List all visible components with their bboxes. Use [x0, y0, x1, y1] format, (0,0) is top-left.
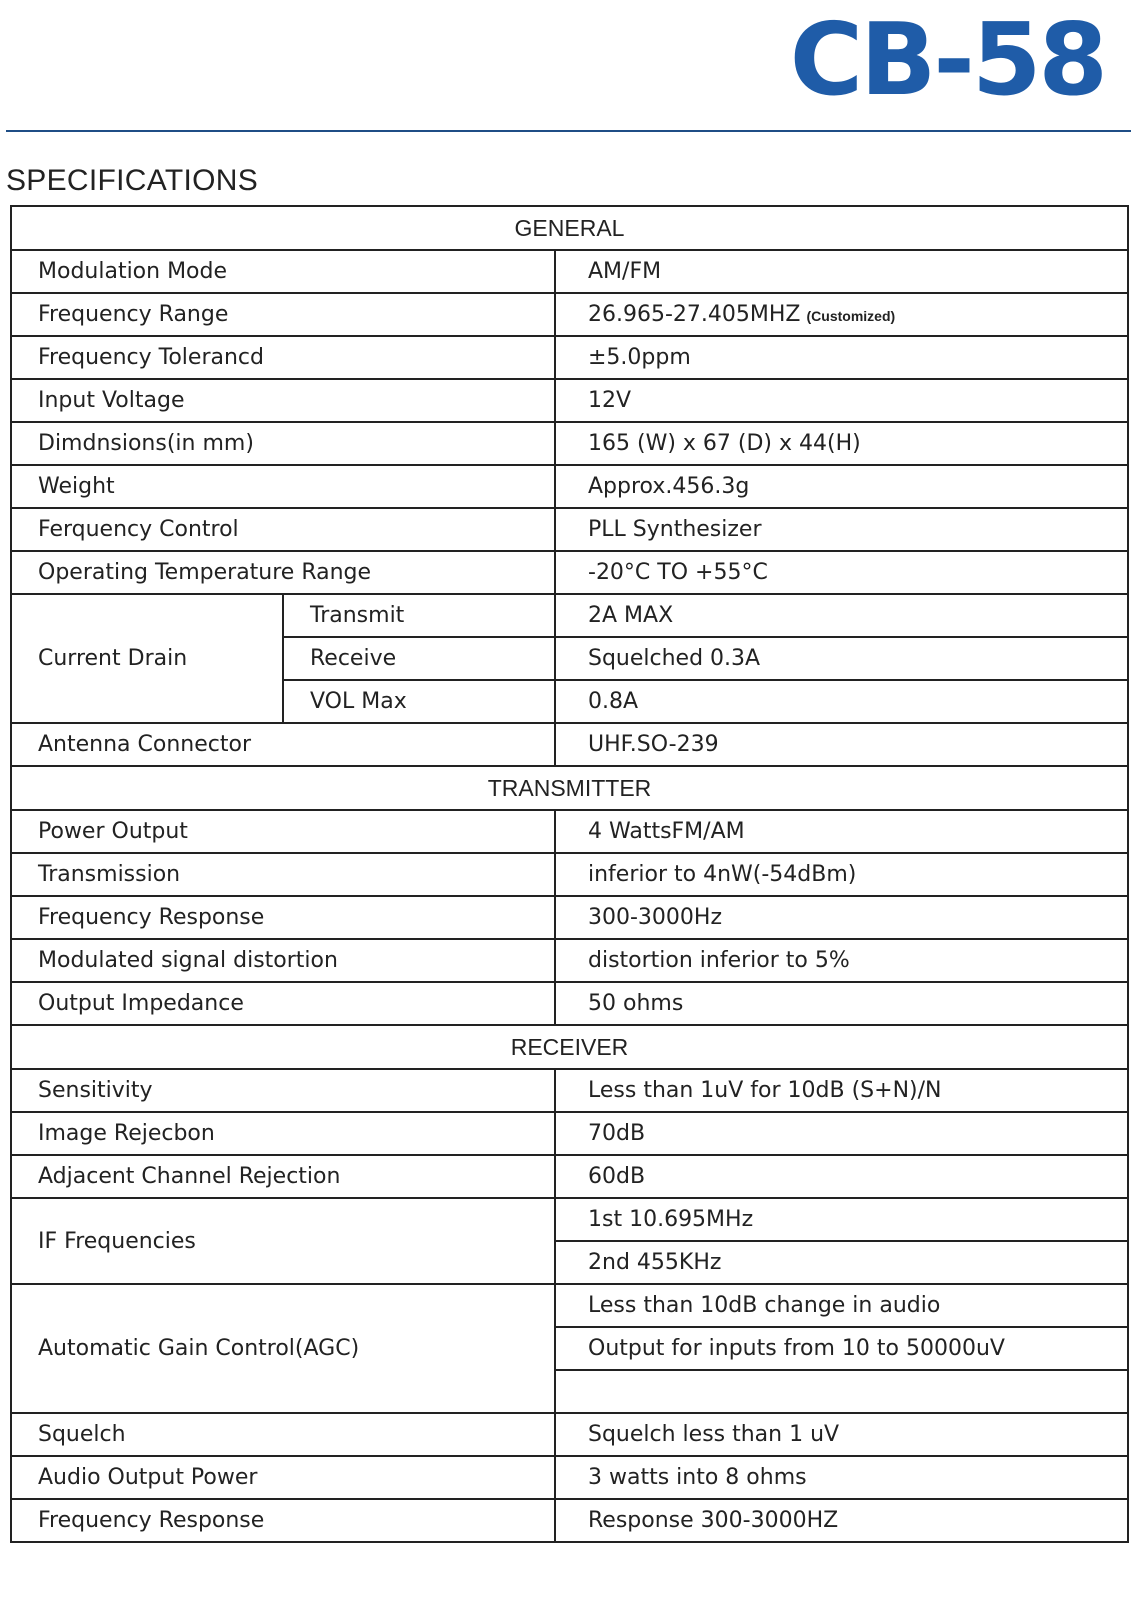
spec-value: 2A MAX: [555, 594, 1128, 637]
spec-sublabel: VOL Max: [283, 680, 555, 723]
spec-label: Frequency Range: [11, 293, 555, 336]
table-row: [11, 594, 1128, 637]
spec-label: Audio Output Power: [11, 1456, 555, 1499]
spec-value: [555, 293, 1128, 336]
section-header-general: GENERAL: [11, 206, 1128, 250]
section-header-row: [11, 1025, 1128, 1069]
spec-label: Automatic Gain Control(AGC): [11, 1284, 555, 1413]
spec-label: Frequency Tolerancd: [11, 336, 555, 379]
customized-note: (Customized): [806, 308, 896, 324]
spec-label: Transmission: [11, 853, 555, 896]
spec-value-empty: [555, 1370, 1128, 1413]
spec-sublabel: Transmit: [283, 594, 555, 637]
spec-value: Approx.456.3g: [555, 465, 1128, 508]
table-row: [11, 853, 1128, 896]
spec-value: Squelch less than 1 uV: [555, 1413, 1128, 1456]
frequency-range-value: 26.965-27.405MHZ: [588, 302, 801, 327]
spec-value: 70dB: [555, 1112, 1128, 1155]
table-row: [11, 723, 1128, 766]
spec-label: Image Rejecbon: [11, 1112, 555, 1155]
spec-sublabel: Receive: [283, 637, 555, 680]
spec-value: 4 WattsFM/AM: [555, 810, 1128, 853]
spec-value: UHF.SO-239: [555, 723, 1128, 766]
spec-value: 3 watts into 8 ohms: [555, 1456, 1128, 1499]
spec-value: ±5.0ppm: [555, 336, 1128, 379]
spec-label: Frequency Response: [11, 896, 555, 939]
table-row: [11, 379, 1128, 422]
spec-label: Input Voltage: [11, 379, 555, 422]
spec-value: Squelched 0.3A: [555, 637, 1128, 680]
section-header-transmitter: TRANSMITTER: [11, 766, 1128, 810]
spec-value: distortion inferior to 5%: [555, 939, 1128, 982]
spec-value: Less than 1uV for 10dB (S+N)/N: [555, 1069, 1128, 1112]
spec-label: Power Output: [11, 810, 555, 853]
header-divider: [6, 130, 1131, 132]
spec-label: Weight: [11, 465, 555, 508]
table-row: [11, 1284, 1128, 1327]
spec-table: [10, 205, 1129, 1543]
spec-label: Frequency Response: [11, 1499, 555, 1542]
spec-label: IF Frequencies: [11, 1198, 555, 1284]
page-title: SPECIFICATIONS: [6, 164, 259, 197]
table-row: [11, 250, 1128, 293]
table-row: [11, 810, 1128, 853]
spec-label: Squelch: [11, 1413, 555, 1456]
spec-label: Dimdnsions(in mm): [11, 422, 555, 465]
spec-value: -20°C TO +55°C: [555, 551, 1128, 594]
table-row: [11, 293, 1128, 336]
spec-label: Output Impedance: [11, 982, 555, 1025]
table-row: [11, 982, 1128, 1025]
spec-value: 60dB: [555, 1155, 1128, 1198]
spec-value: Less than 10dB change in audio: [555, 1284, 1128, 1327]
table-row: [11, 508, 1128, 551]
section-header-row: [11, 206, 1128, 250]
spec-label: Operating Temperature Range: [11, 551, 555, 594]
spec-value: Response 300-3000HZ: [555, 1499, 1128, 1542]
table-row: [11, 1413, 1128, 1456]
section-header-receiver: RECEIVER: [11, 1025, 1128, 1069]
spec-value: 165 (W) x 67 (D) x 44(H): [555, 422, 1128, 465]
table-row: [11, 1456, 1128, 1499]
spec-value: 2nd 455KHz: [555, 1241, 1128, 1284]
spec-value: 50 ohms: [555, 982, 1128, 1025]
spec-label: Modulation Mode: [11, 250, 555, 293]
spec-value: Output for inputs from 10 to 50000uV: [555, 1327, 1128, 1370]
table-row: [11, 939, 1128, 982]
spec-value: PLL Synthesizer: [555, 508, 1128, 551]
section-header-row: [11, 766, 1128, 810]
table-row: [11, 1069, 1128, 1112]
table-row: [11, 465, 1128, 508]
spec-label: Adjacent Channel Rejection: [11, 1155, 555, 1198]
table-row: [11, 896, 1128, 939]
model-logo: CB-58: [789, 1, 1105, 118]
spec-value: 0.8A: [555, 680, 1128, 723]
table-row: [11, 551, 1128, 594]
spec-label: Modulated signal distortion: [11, 939, 555, 982]
table-row: [11, 336, 1128, 379]
spec-value: 1st 10.695MHz: [555, 1198, 1128, 1241]
table-row: [11, 1155, 1128, 1198]
spec-label: Current Drain: [11, 594, 283, 723]
spec-value: AM/FM: [555, 250, 1128, 293]
spec-value: 12V: [555, 379, 1128, 422]
spec-value: inferior to 4nW(-54dBm): [555, 853, 1128, 896]
table-row: [11, 1198, 1128, 1241]
spec-label: Antenna Connector: [11, 723, 555, 766]
table-row: [11, 1499, 1128, 1542]
spec-label: Ferquency Control: [11, 508, 555, 551]
table-row: [11, 422, 1128, 465]
spec-label: Sensitivity: [11, 1069, 555, 1112]
spec-value: 300-3000Hz: [555, 896, 1128, 939]
table-row: [11, 1112, 1128, 1155]
